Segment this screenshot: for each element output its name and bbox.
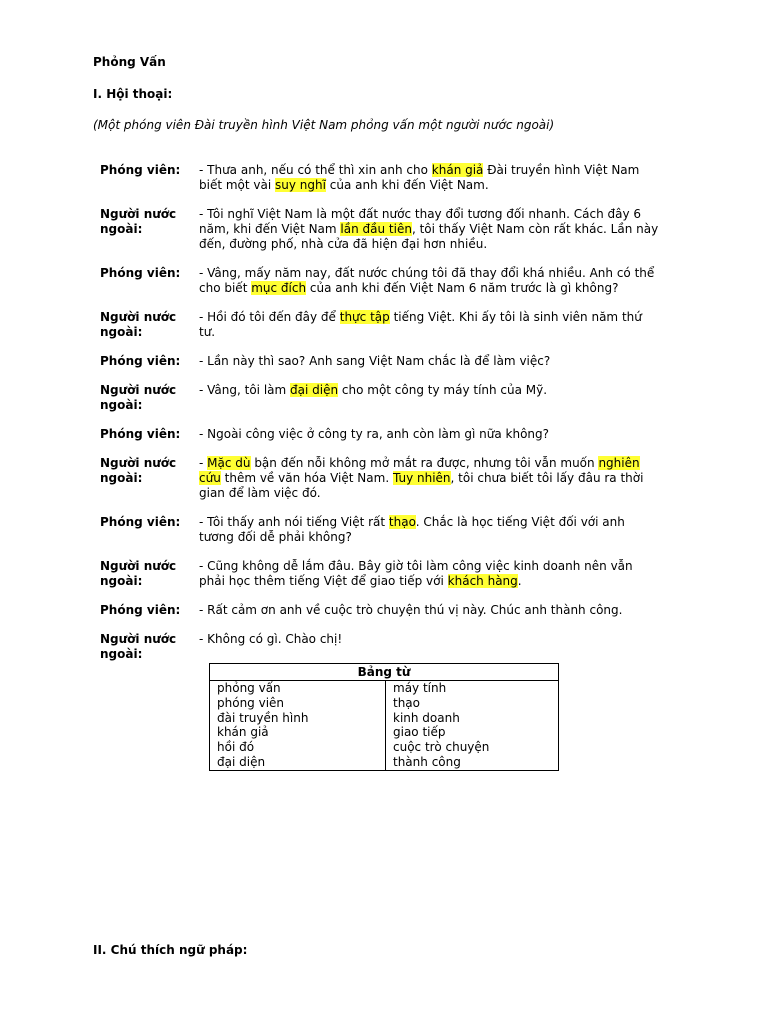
line-text: bận đến nỗi không mở mắt ra được, nhưng tôi vẫn muốn [250, 456, 599, 470]
line-text: - Thưa anh, nếu có thể thì xin anh cho [199, 163, 432, 177]
dialogue-turn [100, 456, 660, 501]
line-text: thêm về văn hóa Việt Nam. [220, 471, 393, 485]
speaker-label: Người nước ngoài: [100, 383, 177, 412]
section-title-dialogue: I. Hội thoại: [93, 87, 173, 101]
line-text: - [199, 456, 208, 470]
highlighted-vocab: khán giả [431, 163, 484, 177]
speaker-label: Phóng viên: [100, 354, 181, 368]
line-text: , tôi chưa biết tôi lấy đâu ra thời gian để làm việc đó. [199, 471, 644, 500]
dialogue-line [199, 207, 660, 252]
line-text: - Tôi thấy anh nói tiếng Việt rất [199, 515, 389, 529]
highlighted-vocab: Tuy nhiên [392, 471, 451, 485]
dialogue-turn [100, 310, 660, 340]
highlighted-vocab: thạo [388, 515, 416, 529]
dialogue-turn [100, 163, 660, 193]
dialogue-turn [100, 383, 660, 413]
line-text: - Tôi nghĩ Việt Nam là một đất nước thay đổi tương đối nhanh. Cách đây 6 năm, khi đến Việt Nam [199, 207, 642, 236]
line-text: , tôi thấy Việt Nam còn rất khác. Lần này đến, đường phố, nhà cửa đã hiện đại hơn nhiều. [199, 222, 659, 251]
dialogue-turn [100, 427, 660, 442]
vocab-word: thành công [393, 754, 461, 769]
highlighted-vocab: suy nghĩ [275, 178, 326, 192]
line-text: . [517, 574, 522, 588]
speaker-label: Phóng viên: [100, 427, 181, 441]
dialogue-turn [100, 559, 660, 589]
dialogue-line [199, 603, 660, 618]
section-title-grammar: II. Chú thích ngữ pháp: [93, 943, 248, 957]
speaker-label: Người nước ngoài: [100, 207, 177, 236]
vocabulary-table [209, 663, 559, 771]
vocab-word: khán giả [217, 725, 269, 740]
vocab-word: cuộc trò chuyện [393, 740, 490, 755]
line-text: của anh khi đến Việt Nam. [325, 178, 489, 192]
dialogue-line [199, 310, 660, 340]
vocabulary-column-1 [210, 681, 386, 771]
dialogue-turn [100, 603, 660, 618]
vocab-word: giao tiếp [393, 725, 446, 740]
vocab-word: phỏng vấn [217, 681, 281, 695]
dialogue-turn [100, 354, 660, 369]
line-text: - Vâng, tôi làm [199, 383, 291, 397]
speaker-label: Người nước ngoài: [100, 559, 177, 588]
speaker-label: Phóng viên: [100, 163, 181, 177]
line-text: - Vâng, mấy năm nay, đất nước chúng tôi đã thay đổi khá nhiều. Anh có thể cho biết [199, 266, 655, 295]
dialogue-line [199, 456, 660, 501]
line-text: - Cũng không dễ lắm đâu. Bây giờ tôi làm công việc kinh doanh nên vẫn phải học thêm tiếng Việt để giao tiếp với [199, 559, 633, 588]
dialogue-turn [100, 515, 660, 545]
vocab-word: máy tính [393, 681, 447, 695]
highlighted-vocab: Mặc dù [207, 456, 251, 470]
dialogue-line [199, 383, 660, 413]
vocab-word: đại diện [217, 754, 266, 769]
highlighted-vocab: khách hàng [447, 574, 518, 588]
vocab-word: hồi đó [217, 740, 255, 755]
vocab-word: kinh doanh [393, 710, 460, 725]
vocab-word: đài truyền hình [217, 710, 309, 725]
line-text: cho một công ty máy tính của Mỹ. [338, 383, 548, 397]
highlighted-vocab: đại diện [290, 383, 339, 397]
line-text: tiếng Việt. Khi ấy tôi là sinh viên năm thứ tư. [199, 310, 642, 339]
vocabulary-table-header: Bảng từ [210, 664, 559, 681]
line-text: - Ngoài công việc ở công ty ra, anh còn làm gì nữa không? [199, 427, 550, 441]
dialogue-line [199, 515, 660, 545]
dialogue-turn [100, 207, 660, 252]
highlighted-vocab: thực tập [339, 310, 390, 324]
line-text: - Hồi đó tôi đến đây để [199, 310, 340, 324]
dialogue-turn [100, 632, 660, 662]
intro-text: (Một phóng viên Đài truyền hình Việt Nam phỏng vấn một người nước ngoài) [93, 118, 555, 132]
dialogue-line [199, 266, 660, 296]
dialogue-line [199, 427, 660, 442]
line-text: - Rất cảm ơn anh về cuộc trò chuyện thú vị này. Chúc anh thành công. [199, 603, 623, 617]
vocab-word: thạo [393, 695, 421, 710]
dialogue-line [199, 163, 660, 193]
speaker-label: Người nước ngoài: [100, 310, 177, 339]
dialogue-line [199, 559, 660, 589]
dialogue-turn [100, 266, 660, 296]
speaker-label: Phóng viên: [100, 515, 181, 529]
highlighted-vocab: nghiên cứu [199, 456, 640, 485]
dialogue-line [199, 354, 660, 369]
speaker-label: Phóng viên: [100, 603, 181, 617]
speaker-label: Phóng viên: [100, 266, 181, 280]
speaker-label: Người nước ngoài: [100, 456, 177, 485]
highlighted-vocab: lần đầu tiên [340, 222, 412, 236]
speaker-label: Người nước ngoài: [100, 632, 177, 661]
line-text: Đài truyền hình Việt Nam biết một vài [199, 163, 640, 192]
vocabulary-column-2 [386, 681, 559, 771]
page-title: Phỏng Vấn [93, 55, 166, 69]
line-text: . Chắc là học tiếng Việt đối với anh tương đối dễ phải không? [199, 515, 625, 544]
dialogue-line [199, 632, 660, 662]
line-text: - Lần này thì sao? Anh sang Việt Nam chắc là để làm việc? [199, 354, 551, 368]
dialogue [100, 163, 660, 676]
line-text: của anh khi đến Việt Nam 6 năm trước là gì không? [306, 281, 619, 295]
line-text: - Không có gì. Chào chị! [199, 632, 343, 646]
highlighted-vocab: mục đích [251, 281, 307, 295]
vocab-word: phóng viên [217, 695, 285, 710]
